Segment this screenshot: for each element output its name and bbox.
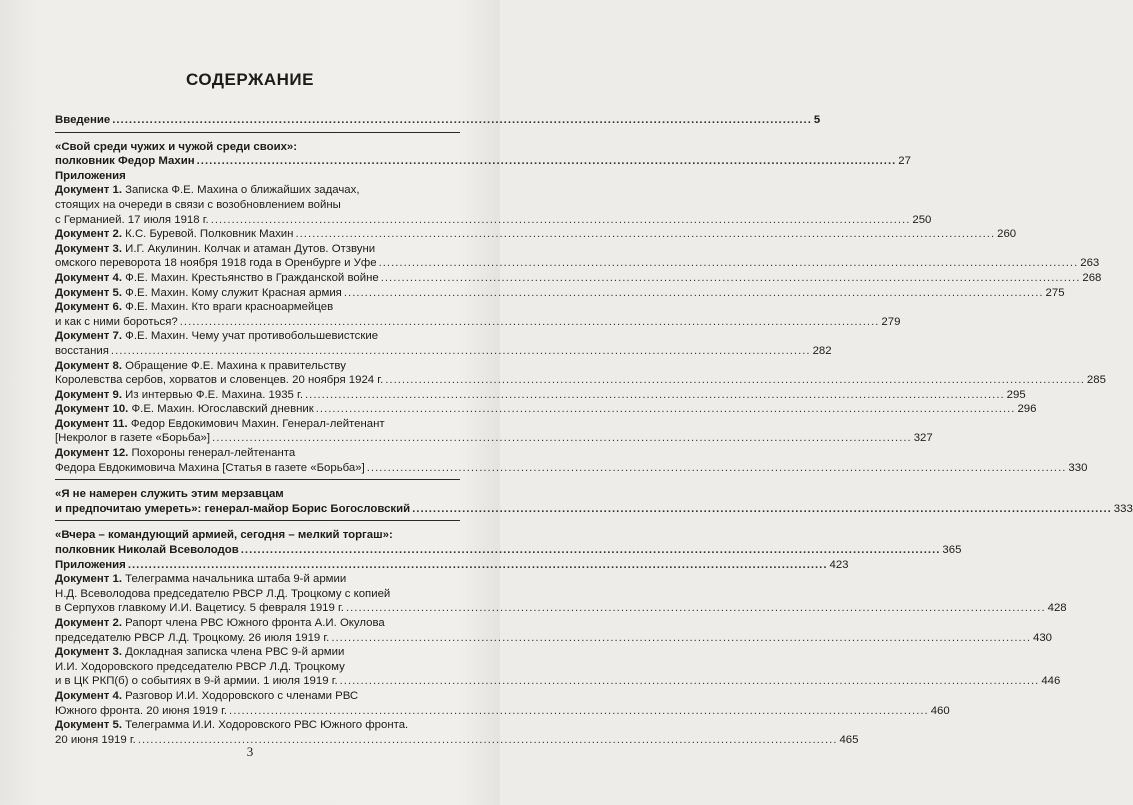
leader-dots: [211, 213, 911, 228]
document-line: [55, 660, 460, 675]
toc-entry-page: 423: [829, 558, 849, 571]
document-entry: [55, 718, 859, 747]
document-page: 330: [1068, 461, 1088, 474]
leader-dots: [305, 388, 1005, 403]
document-text: и в ЦК РКП(б) о событиях в 9-й армии. 1 июля 1919 г.: [55, 675, 338, 688]
document-line: [55, 446, 460, 461]
divider: [55, 132, 460, 133]
document-page: 430: [1033, 631, 1053, 644]
document-line: [55, 704, 227, 719]
document-line: [55, 286, 342, 301]
leader-dots: [197, 154, 897, 169]
document-number: Документ 8.: [55, 359, 122, 372]
document-number: Документ 3.: [55, 242, 122, 255]
document-text: Ф.Е. Махин. Югославский дневник: [131, 403, 314, 416]
document-line: [55, 402, 314, 417]
document-line: [55, 572, 460, 587]
document-line: [55, 718, 460, 733]
document-text: Ф.Е. Махин. Крестьянство в Гражданской войне: [125, 271, 379, 284]
document-line: [55, 616, 460, 631]
document-page: 327: [913, 432, 933, 445]
document-text: Телеграмма начальника штаба 9-й армии: [125, 573, 347, 586]
toc-entry-label: Введение: [55, 114, 111, 126]
leader-dots: [412, 502, 1112, 517]
divider: [55, 479, 460, 480]
document-line: [55, 329, 460, 344]
document-text: И.Г. Акулинин. Колчак и атаман Дутов. Отзвуни: [125, 242, 376, 255]
document-text: Ф.Е. Махин. Чему учат противобольшевистские: [125, 330, 379, 343]
document-entry: [55, 645, 1061, 689]
document-entry: [55, 183, 932, 227]
document-text: и как с ними бороться?: [55, 315, 178, 328]
toc-section-2: [55, 487, 1133, 516]
document-entry: [55, 359, 1106, 388]
section-title-line: полковник Николай Всеволодов: [55, 544, 239, 557]
document-entry: [55, 388, 1026, 403]
leader-dots: [212, 431, 912, 446]
document-number: Документ 4.: [55, 271, 122, 284]
document-entry: [55, 572, 1067, 616]
leader-dots: [128, 558, 828, 573]
document-text: Федор Евдокимович Махин. Генерал-лейтенант: [130, 417, 385, 430]
document-text: Н.Д. Всеволодова председателю РВСР Л.Д. Троцкому с копией: [55, 587, 391, 600]
page-title: СОДЕРЖАНИЕ: [186, 70, 314, 89]
document-text: Обращение Ф.Е. Махина к правительству: [125, 359, 346, 372]
document-text: Из интервью Ф.Е. Махина. 1935 г.: [125, 388, 303, 401]
document-text: К.С. Буревой. Полковник Махин: [125, 228, 294, 241]
leader-dots: [180, 315, 880, 330]
document-text: Разговор И.И. Ходоровского с членами РВС: [125, 689, 359, 702]
document-entry: [55, 242, 1100, 271]
section-title-line: и предпочитаю умереть»: генерал-майор Борис Богословский: [55, 502, 411, 515]
document-text: в Серпухов главкому И.И. Вацетису. 5 февраля 1919 г.: [55, 602, 344, 615]
document-page: 282: [812, 344, 832, 357]
document-entry: [55, 300, 901, 329]
leader-dots: [346, 601, 1046, 616]
toc-section-3: [55, 528, 1067, 747]
document-text: Королевства сербов, хорватов и словенцев. 20 ноября 1924 г.: [55, 374, 384, 387]
table-of-contents: [55, 113, 1133, 747]
document-text: Записка Ф.Е. Махина о ближайших задачах,: [125, 184, 360, 197]
page-number: 3: [246, 744, 254, 759]
document-line: [55, 242, 460, 257]
leader-dots: [344, 286, 1044, 301]
document-entry: [55, 286, 1065, 301]
document-number: Документ 10.: [55, 403, 129, 416]
document-number: Документ 6.: [55, 301, 122, 314]
leader-dots: [331, 631, 1031, 646]
document-line: [55, 674, 338, 689]
leader-dots: [111, 344, 811, 359]
appendix-heading: Приложения: [55, 558, 126, 571]
document-text: омского переворота 18 ноября 1918 года в Оренбурге и Уфе: [55, 257, 377, 270]
document-line: [55, 213, 209, 228]
section-title-line: «Свой среди чужих и чужой среди своих»:: [55, 140, 298, 153]
leader-dots: [316, 402, 1016, 417]
document-text: с Германией. 17 июля 1918 г.: [55, 213, 209, 226]
document-line: [55, 373, 383, 388]
document-list: [55, 572, 1067, 747]
document-page: 428: [1047, 602, 1067, 615]
document-line: [55, 359, 460, 374]
document-entry: [55, 271, 1102, 286]
document-entry: [55, 402, 1037, 417]
leader-dots: [340, 674, 1040, 689]
document-text: Ф.Е. Махин. Кому служит Красная армия: [125, 286, 342, 299]
document-line: [55, 631, 329, 646]
document-line: [55, 227, 293, 242]
document-line: [55, 587, 460, 602]
document-line: [55, 461, 365, 476]
toc-entry-page: 333: [1113, 502, 1133, 515]
leader-dots: [381, 271, 1081, 286]
document-line: [55, 198, 460, 213]
document-entry: [55, 616, 1053, 645]
document-page: 285: [1086, 374, 1106, 387]
document-page: 446: [1041, 675, 1061, 688]
toc-section-1: [55, 140, 1106, 476]
leader-dots: [367, 461, 1067, 476]
leader-dots: [379, 256, 1079, 271]
document-line: [55, 271, 379, 286]
document-line: [55, 417, 460, 432]
document-number: Документ 3.: [55, 646, 122, 659]
document-list: [55, 183, 1106, 475]
toc-entry-page: 365: [942, 544, 962, 557]
section-title-line: «Я не намерен служить этим мерзавцам: [55, 488, 284, 501]
document-number: Документ 12.: [55, 447, 129, 460]
document-text: Докладная записка члена РВС 9-й армии: [125, 646, 345, 659]
document-line: [55, 183, 460, 198]
document-text: 20 июня 1919 г.: [55, 733, 136, 746]
leader-dots: [241, 543, 941, 558]
appendix-heading: Приложения: [55, 169, 126, 182]
document-text: Телеграмма И.И. Ходоровского РВС Южного фронта.: [125, 719, 409, 732]
document-line: [55, 689, 460, 704]
document-page: 263: [1080, 257, 1100, 270]
document-number: Документ 1.: [55, 184, 122, 197]
document-text: восстания: [55, 344, 109, 357]
document-entry: [55, 227, 1017, 242]
document-page: 268: [1082, 271, 1102, 284]
document-line: [55, 315, 178, 330]
document-page: 296: [1017, 403, 1037, 416]
document-number: Документ 5.: [55, 719, 122, 732]
document-page: 295: [1006, 388, 1026, 401]
document-line: [55, 645, 460, 660]
document-text: [Некролог в газете «Борьба»]: [55, 432, 211, 445]
leader-dots: [229, 704, 929, 719]
document-text: Похороны генерал-лейтенанта: [131, 447, 296, 460]
document-page: 260: [997, 228, 1017, 241]
leader-dots: [112, 113, 812, 128]
toc-entry-intro: [55, 113, 821, 128]
divider: [55, 520, 460, 521]
document-number: Документ 4.: [55, 689, 122, 702]
document-page: 465: [839, 733, 859, 746]
document-text: Федора Евдокимовича Махина [Статья в газете «Борьба»]: [55, 461, 365, 474]
document-number: Документ 11.: [55, 417, 128, 430]
document-text: Ф.Е. Махин. Кто враги красноармейцев: [125, 301, 334, 314]
toc-entry-page: 5: [813, 114, 821, 126]
document-entry: [55, 689, 950, 718]
document-entry: [55, 417, 933, 446]
document-line: [55, 388, 303, 403]
document-entry: [55, 446, 1088, 475]
document-number: Документ 7.: [55, 330, 122, 343]
document-line: [55, 300, 460, 315]
document-line: [55, 601, 344, 616]
section-title-line: «Вчера – командующий армией, сегодня – мелкий торгаш»:: [55, 529, 393, 542]
document-line: [55, 431, 210, 446]
leader-dots: [385, 373, 1085, 388]
document-number: Документ 2.: [55, 617, 122, 629]
section-title-line: полковник Федор Махин: [55, 155, 195, 168]
document-line: [55, 344, 109, 359]
document-text: стоящих на очереди в связи с возобновлением войны: [55, 198, 341, 211]
document-page: 250: [912, 213, 932, 226]
toc-entry-page: 27: [898, 155, 911, 168]
document-entry: [55, 329, 832, 358]
document-text: председателю РВСР Л.Д. Троцкому. 26 июля 1919 г.: [55, 631, 330, 644]
document-number: Документ 9.: [55, 388, 122, 401]
document-number: Документ 5.: [55, 286, 122, 299]
document-number: Документ 1.: [55, 573, 122, 586]
leader-dots: [295, 227, 995, 242]
document-page: 460: [930, 704, 950, 717]
document-page: 279: [881, 315, 901, 328]
document-number: Документ 2.: [55, 228, 122, 241]
document-line: [55, 256, 377, 271]
document-text: Рапорт члена РВС Южного фронта А.И. Окулова: [125, 617, 385, 629]
document-text: И.И. Ходоровского председателю РВСР Л.Д. Троцкому: [55, 660, 345, 673]
document-page: 275: [1045, 286, 1065, 299]
document-text: Южного фронта. 20 июня 1919 г.: [55, 704, 228, 717]
